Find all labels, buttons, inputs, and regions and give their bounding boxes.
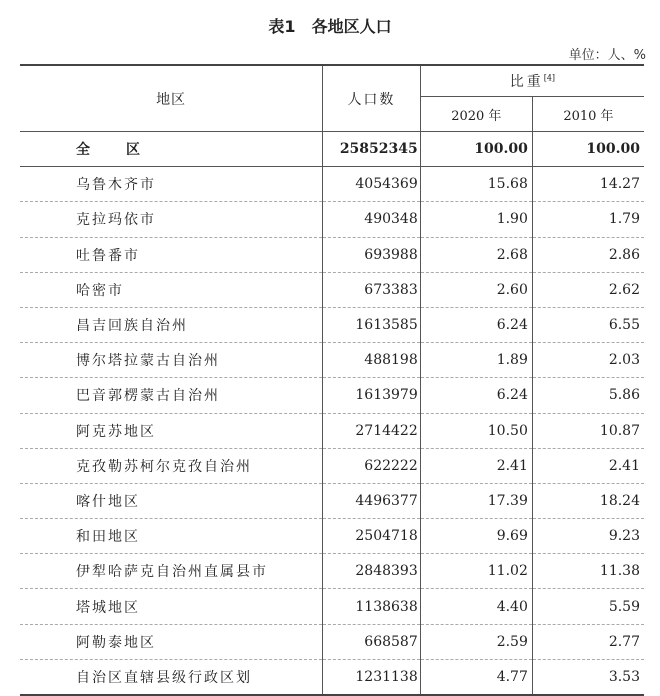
header-region: 地区 <box>20 65 323 132</box>
ratio-2020-cell: 10.50 <box>420 413 532 448</box>
table-row <box>20 343 644 378</box>
population-table <box>20 64 644 696</box>
population-cell: 2714422 <box>323 413 421 448</box>
ratio-2020-cell: 1.90 <box>420 202 532 237</box>
ratio-2010-cell: 2.77 <box>532 624 644 659</box>
population-cell: 2504718 <box>323 519 421 554</box>
table-row <box>20 483 644 518</box>
ratio-2010-cell: 5.86 <box>532 378 644 413</box>
region-cell: 和田地区 <box>20 519 323 554</box>
population-cell: 1613979 <box>323 378 421 413</box>
ratio-2010-cell: 6.55 <box>532 307 644 342</box>
header-ratio <box>420 65 644 97</box>
table-row <box>20 554 644 589</box>
region-cell: 哈密市 <box>20 272 323 307</box>
header-population: 人口数 <box>323 65 421 132</box>
ratio-2010-cell: 2.62 <box>532 272 644 307</box>
ratio-2020-cell: 17.39 <box>420 483 532 518</box>
region-cell: 克孜勒苏柯尔克孜自治州 <box>20 448 323 483</box>
ratio-2010-cell: 18.24 <box>532 483 644 518</box>
table-row <box>20 413 644 448</box>
population-cell: 1231138 <box>323 659 421 695</box>
region-cell: 克拉玛依市 <box>20 202 323 237</box>
table-row <box>20 659 644 695</box>
header-ratio-label: 比重 <box>509 74 544 90</box>
population-cell: 622222 <box>323 448 421 483</box>
region-cell: 伊犁哈萨克自治州直属县市 <box>20 554 323 589</box>
region-cell: 塔城地区 <box>20 589 323 624</box>
table-row <box>20 624 644 659</box>
table-row <box>20 519 644 554</box>
ratio-2020-cell: 2.41 <box>420 448 532 483</box>
header-2010: 2010 年 <box>532 97 644 132</box>
total-ratio-2020: 100.00 <box>420 132 532 167</box>
table-row <box>20 378 644 413</box>
table-row <box>20 167 644 202</box>
population-cell: 488198 <box>323 343 421 378</box>
ratio-2020-cell: 4.77 <box>420 659 532 695</box>
ratio-2010-cell: 2.41 <box>532 448 644 483</box>
ratio-2010-cell: 14.27 <box>532 167 644 202</box>
ratio-2020-cell: 2.59 <box>420 624 532 659</box>
ratio-2010-cell: 3.53 <box>608 668 640 685</box>
population-cell: 2848393 <box>323 554 421 589</box>
ratio-2010-cell: 10.87 <box>532 413 644 448</box>
ratio-2020-cell: 6.24 <box>420 378 532 413</box>
population-cell: 668587 <box>323 624 421 659</box>
table-title-text: 各地区人口 <box>311 17 392 36</box>
ratio-2020-cell: 6.24 <box>420 307 532 342</box>
ratio-2010-cell: 2.86 <box>532 237 644 272</box>
table-row <box>20 448 644 483</box>
table-row <box>20 237 644 272</box>
total-label <box>20 132 323 167</box>
ratio-2020-cell: 2.60 <box>420 272 532 307</box>
region-cell: 吐鲁番市 <box>20 237 323 272</box>
ratio-2010-cell: 5.59 <box>532 589 644 624</box>
table-title <box>0 14 660 37</box>
header-2020: 2020 年 <box>420 97 532 132</box>
population-cell: 4054369 <box>323 167 421 202</box>
table-row <box>20 202 644 237</box>
table-row <box>20 272 644 307</box>
ratio-2010-cell: 2.03 <box>532 343 644 378</box>
ratio-2020-cell: 9.69 <box>420 519 532 554</box>
region-cell: 喀什地区 <box>20 483 323 518</box>
ratio-2010-cell: 11.38 <box>532 554 644 589</box>
population-cell: 490348 <box>323 202 421 237</box>
population-cell: 673383 <box>323 272 421 307</box>
region-cell: 阿克苏地区 <box>20 413 323 448</box>
region-cell: 阿勒泰地区 <box>20 624 323 659</box>
ratio-2010-cell: 9.23 <box>532 519 644 554</box>
ratio-2010-cell: 1.79 <box>532 202 644 237</box>
population-cell: 4496377 <box>323 483 421 518</box>
table-row <box>20 589 644 624</box>
table-row <box>20 307 644 342</box>
total-ratio-2010: 100.00 <box>532 132 644 167</box>
population-cell: 1613585 <box>323 307 421 342</box>
ratio-2020-cell: 1.89 <box>420 343 532 378</box>
region-cell: 昌吉回族自治州 <box>20 307 323 342</box>
total-label-a: 全 <box>76 142 90 159</box>
population-cell: 1138638 <box>323 589 421 624</box>
ratio-2020-cell: 2.68 <box>420 237 532 272</box>
total-population: 25852345 <box>323 132 421 167</box>
region-cell: 自治区直辖县级行政区划 <box>76 669 252 686</box>
region-cell: 博尔塔拉蒙古自治州 <box>20 343 323 378</box>
table-row-total <box>20 132 644 167</box>
unit-note: 单位：人、% <box>568 48 646 63</box>
ratio-2020-cell: 15.68 <box>420 167 532 202</box>
ratio-2020-cell: 4.40 <box>420 589 532 624</box>
region-cell: 乌鲁木齐市 <box>20 167 323 202</box>
population-cell: 693988 <box>323 237 421 272</box>
total-label-b: 区 <box>126 142 140 159</box>
table-number: 表1 <box>268 17 296 36</box>
header-ratio-footnote: [4] <box>543 73 556 83</box>
region-cell: 巴音郭楞蒙古自治州 <box>20 378 323 413</box>
ratio-2020-cell: 11.02 <box>420 554 532 589</box>
